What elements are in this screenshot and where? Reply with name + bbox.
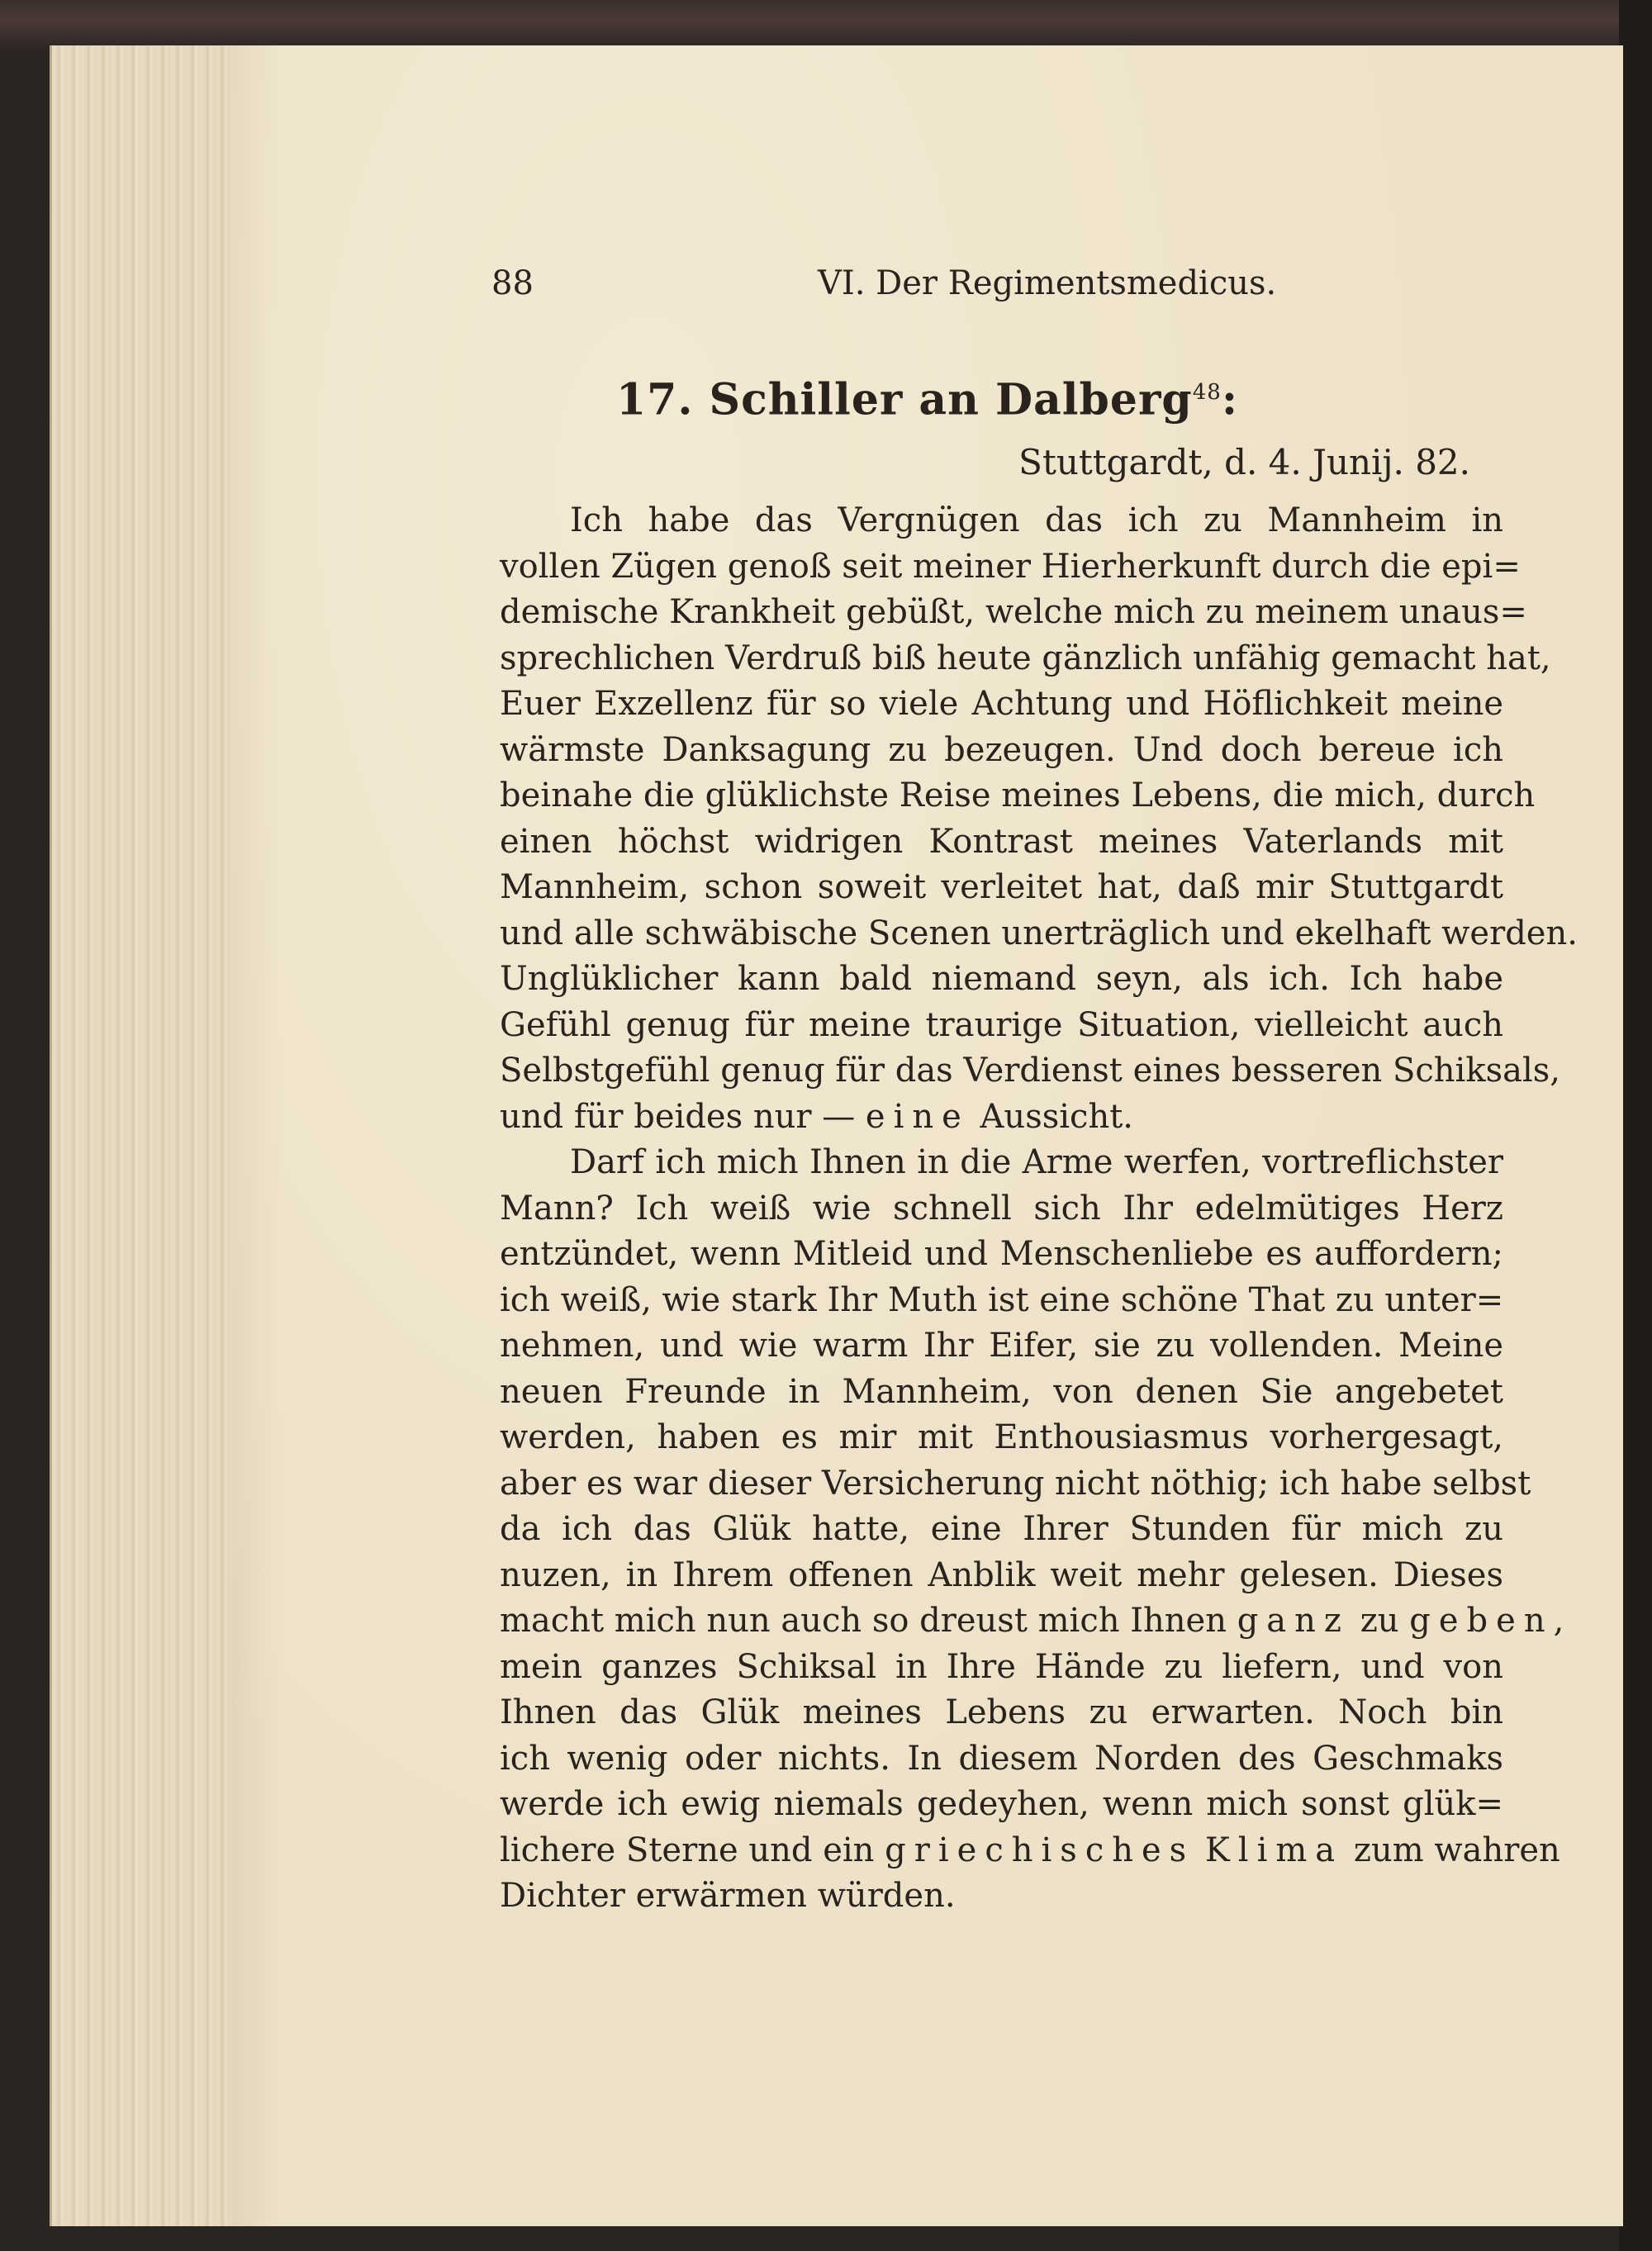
text-line: entzündet, wenn Mitleid und Menschenliebe es auffordern; [500, 1235, 1503, 1273]
text-line: Dichter erwärmen würden. [500, 1877, 956, 1915]
text-line: nuzen, in Ihrem offenen Anblik weit mehr gelesen. Dieses [500, 1555, 1503, 1594]
text-run: zu [1360, 1602, 1399, 1640]
text-line: Selbstgefühl genug für das Verdienst eines besseren Schiksals, [500, 1052, 1560, 1090]
text-line: mein ganzes Schiksal in Ihre Hände zu liefern, und von [500, 1647, 1503, 1686]
letter-title: Schiller an Dalberg [709, 374, 1193, 425]
letter-number: 17. [615, 374, 694, 425]
paragraph-2 [500, 1140, 1573, 1920]
letter-title-colon: : [1221, 374, 1239, 425]
text-line: werde ich ewig niemals gedeyhen, wenn mich sonst glük= [500, 1785, 1503, 1823]
footnote-ref: 48 [1192, 380, 1222, 405]
text-line: neuen Freunde in Mannheim, von denen Sie angebetet [500, 1372, 1503, 1411]
running-head [491, 259, 1466, 308]
letter-heading [231, 359, 1623, 433]
book-cover-edge [1619, 0, 1652, 2251]
text-run: Aussicht. [980, 1097, 1133, 1136]
page-number: 88 [491, 264, 534, 302]
emphasis-spaced: eine [865, 1097, 970, 1136]
text-run: lichere Sterne und ein [500, 1831, 875, 1869]
text-line: Mannheim, schon soweit verleitet hat, daß mir Stuttgardt [500, 868, 1503, 906]
text-line: wärmste Danksagung zu bezeugen. Und doch bereue ich [500, 730, 1503, 769]
page-block-edges [50, 45, 242, 2226]
text-line: Euer Exzellenz für so viele Achtung und Höflichkeit meine [500, 685, 1503, 723]
emphasis-spaced: geben, [1409, 1602, 1573, 1640]
emphasis-spaced: ganz [1237, 1602, 1350, 1640]
text-line: ich wenig oder nichts. In diesem Norden des Geschmaks [500, 1739, 1503, 1778]
text-run: und für beides nur — [500, 1097, 856, 1136]
text-run: macht mich nun auch so dreust mich Ihnen [500, 1602, 1227, 1640]
dateline: Stuttgardt, d. 4. Junij. 82. [1018, 442, 1470, 482]
text-line: sprechlichen Verdruß biß heute gänzlich unfähig gemacht hat, [500, 639, 1551, 677]
text-run: zum wahren [1353, 1831, 1560, 1869]
text-line: Ihnen das Glük meines Lebens zu erwarten. Noch bin [500, 1693, 1503, 1731]
emphasis-spaced: griechisches [885, 1831, 1195, 1869]
text-line [500, 1598, 1573, 1645]
text-line: und alle schwäbische Scenen unerträglich und ekelhaft werden. [500, 914, 1578, 952]
text-line: vollen Zügen genoß seit meiner Hierherkunft durch die epi= [500, 547, 1521, 586]
paragraph-1 [500, 498, 1578, 1140]
text-line [500, 1095, 1503, 1141]
text-line: ich weiß, wie stark Ihr Muth ist eine schöne That zu unter= [500, 1280, 1504, 1319]
letter-body [500, 498, 1578, 1920]
text-line: einen höchst widrigen Kontrast meines Vaterlands mit [500, 822, 1503, 861]
text-line [500, 1828, 1560, 1874]
text-line: demische Krankheit gebüßt, welche mich zu meinem unaus= [500, 593, 1527, 631]
text-line: Mann? Ich weiß wie schnell sich Ihr edelmütiges Herz [500, 1189, 1503, 1228]
text-line: Gefühl genug für meine traurige Situation, vielleicht auch [500, 1005, 1503, 1044]
text-line: werden, haben es mir mit Enthousiasmus vorhergesagt, [500, 1418, 1503, 1456]
text-line: nehmen, und wie warm Ihr Eifer, sie zu vollenden. Meine [500, 1327, 1503, 1365]
text-line: Ich habe das Vergnügen das ich zu Mannheim in [570, 501, 1503, 539]
binding-top [0, 0, 1652, 48]
emphasis-spaced: Klima [1204, 1831, 1344, 1869]
text-line: da ich das Glük hatte, eine Ihrer Stunden für mich zu [500, 1510, 1503, 1548]
book-page [231, 45, 1623, 2226]
chapter-title: VI. Der Regimentsmedicus. [818, 264, 1277, 302]
text-line: aber es war dieser Versicherung nicht nöthig; ich habe selbst [500, 1464, 1531, 1503]
text-line: beinahe die glüklichste Reise meines Lebens, die mich, durch [500, 776, 1536, 814]
text-line: Darf ich mich Ihnen in die Arme werfen, vortreflichster [570, 1143, 1503, 1181]
text-line: Unglüklicher kann bald niemand seyn, als ich. Ich habe [500, 960, 1503, 998]
